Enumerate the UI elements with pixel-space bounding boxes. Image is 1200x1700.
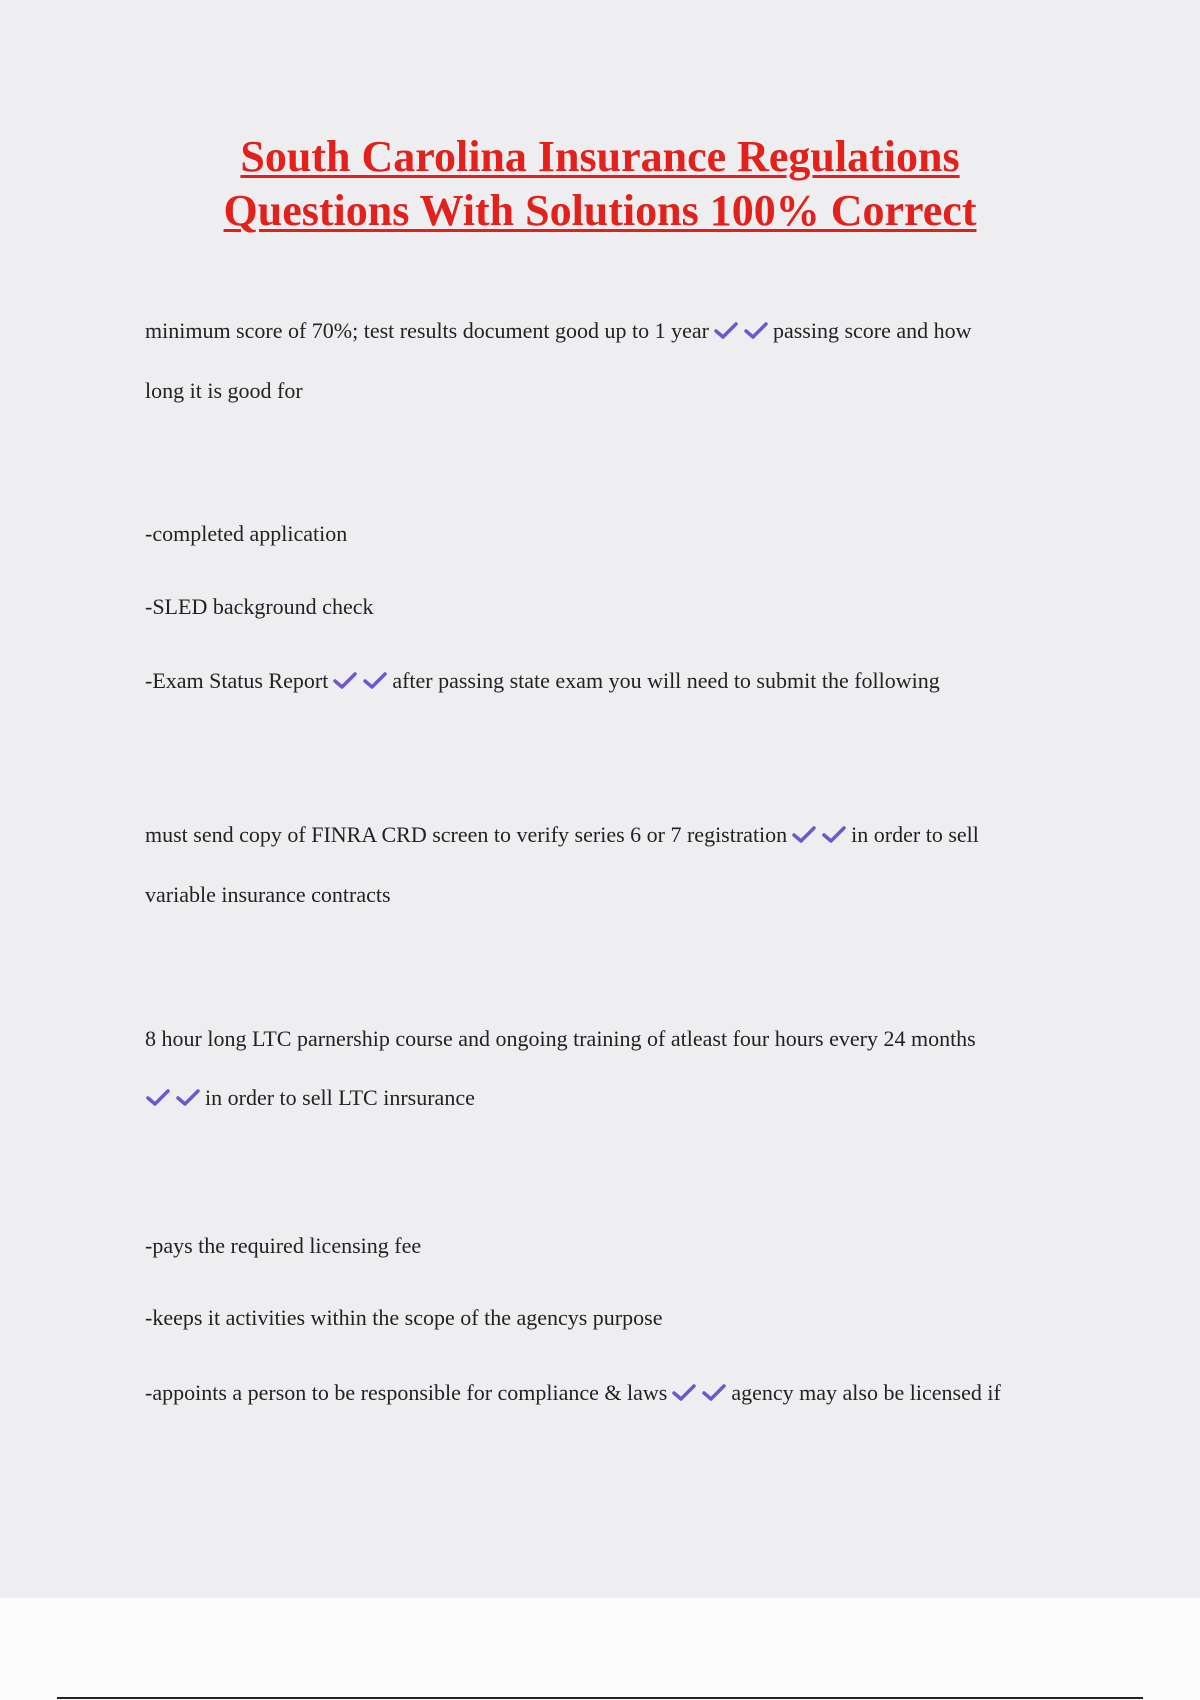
checkmark-icon	[791, 825, 817, 845]
checkmark-icon	[671, 1383, 697, 1403]
qa-2-line-1	[145, 519, 347, 549]
qa-5-line-1	[145, 1231, 421, 1261]
checkmark-icon	[145, 1088, 171, 1108]
qa-2-line-2	[145, 592, 373, 622]
qa-3-answer: must send copy of FINRA CRD screen to verify series 6 or 7 registration	[145, 822, 788, 847]
qa-2-question: after passing state exam you will need to submit the following	[392, 668, 940, 693]
qa-2-answer-item: -Exam Status Report	[145, 668, 329, 693]
qa-5-answer-item: -pays the required licensing fee	[145, 1233, 422, 1258]
checkmark-icon	[743, 321, 769, 341]
checkmark-icon	[713, 321, 739, 341]
checkmark-icon	[701, 1383, 727, 1403]
title-line-2: Questions With Solutions 100% Correct	[223, 186, 977, 235]
qa-1-question: passing score and how	[772, 318, 972, 343]
checkmark-icon	[362, 671, 388, 691]
qa-5-answer-item: -appoints a person to be responsible for compliance & laws	[145, 1380, 668, 1405]
qa-2-answer-item: -SLED background check	[145, 594, 374, 619]
qa-1-answer: minimum score of 70%; test results document good up to 1 year	[145, 318, 709, 343]
footer-divider	[57, 1697, 1143, 1699]
qa-1-line-1	[145, 316, 972, 346]
qa-4-answer: 8 hour long LTC parnership course and ongoing training of atleast four hours every 24 months	[145, 1026, 976, 1051]
qa-3-question: in order to sell	[851, 822, 979, 847]
document-title	[100, 130, 1100, 238]
page-bottom-margin	[0, 1598, 1200, 1700]
qa-2-line-3	[145, 666, 940, 696]
qa-5-question: agency may also be licensed if	[731, 1380, 1001, 1405]
qa-5-line-3	[145, 1378, 1001, 1408]
checkmark-icon	[821, 825, 847, 845]
qa-4-question: in order to sell LTC inrsurance	[205, 1085, 475, 1110]
qa-3-question-cont: variable insurance contracts	[145, 882, 391, 907]
qa-5-answer-item: -keeps it activities within the scope of the agencys purpose	[145, 1305, 663, 1330]
checkmark-icon	[175, 1088, 201, 1108]
qa-5-line-2	[145, 1303, 662, 1333]
qa-2-answer-item: -completed application	[145, 521, 348, 546]
qa-4-line-2	[145, 1083, 475, 1113]
qa-1-question-cont: long it is good for	[145, 378, 303, 403]
qa-3-line-2	[145, 880, 391, 910]
title-line-1: South Carolina Insurance Regulations	[240, 132, 960, 181]
qa-3-line-1	[145, 820, 979, 850]
qa-1-line-2	[145, 376, 303, 406]
qa-4-line-1	[145, 1024, 976, 1054]
checkmark-icon	[332, 671, 358, 691]
